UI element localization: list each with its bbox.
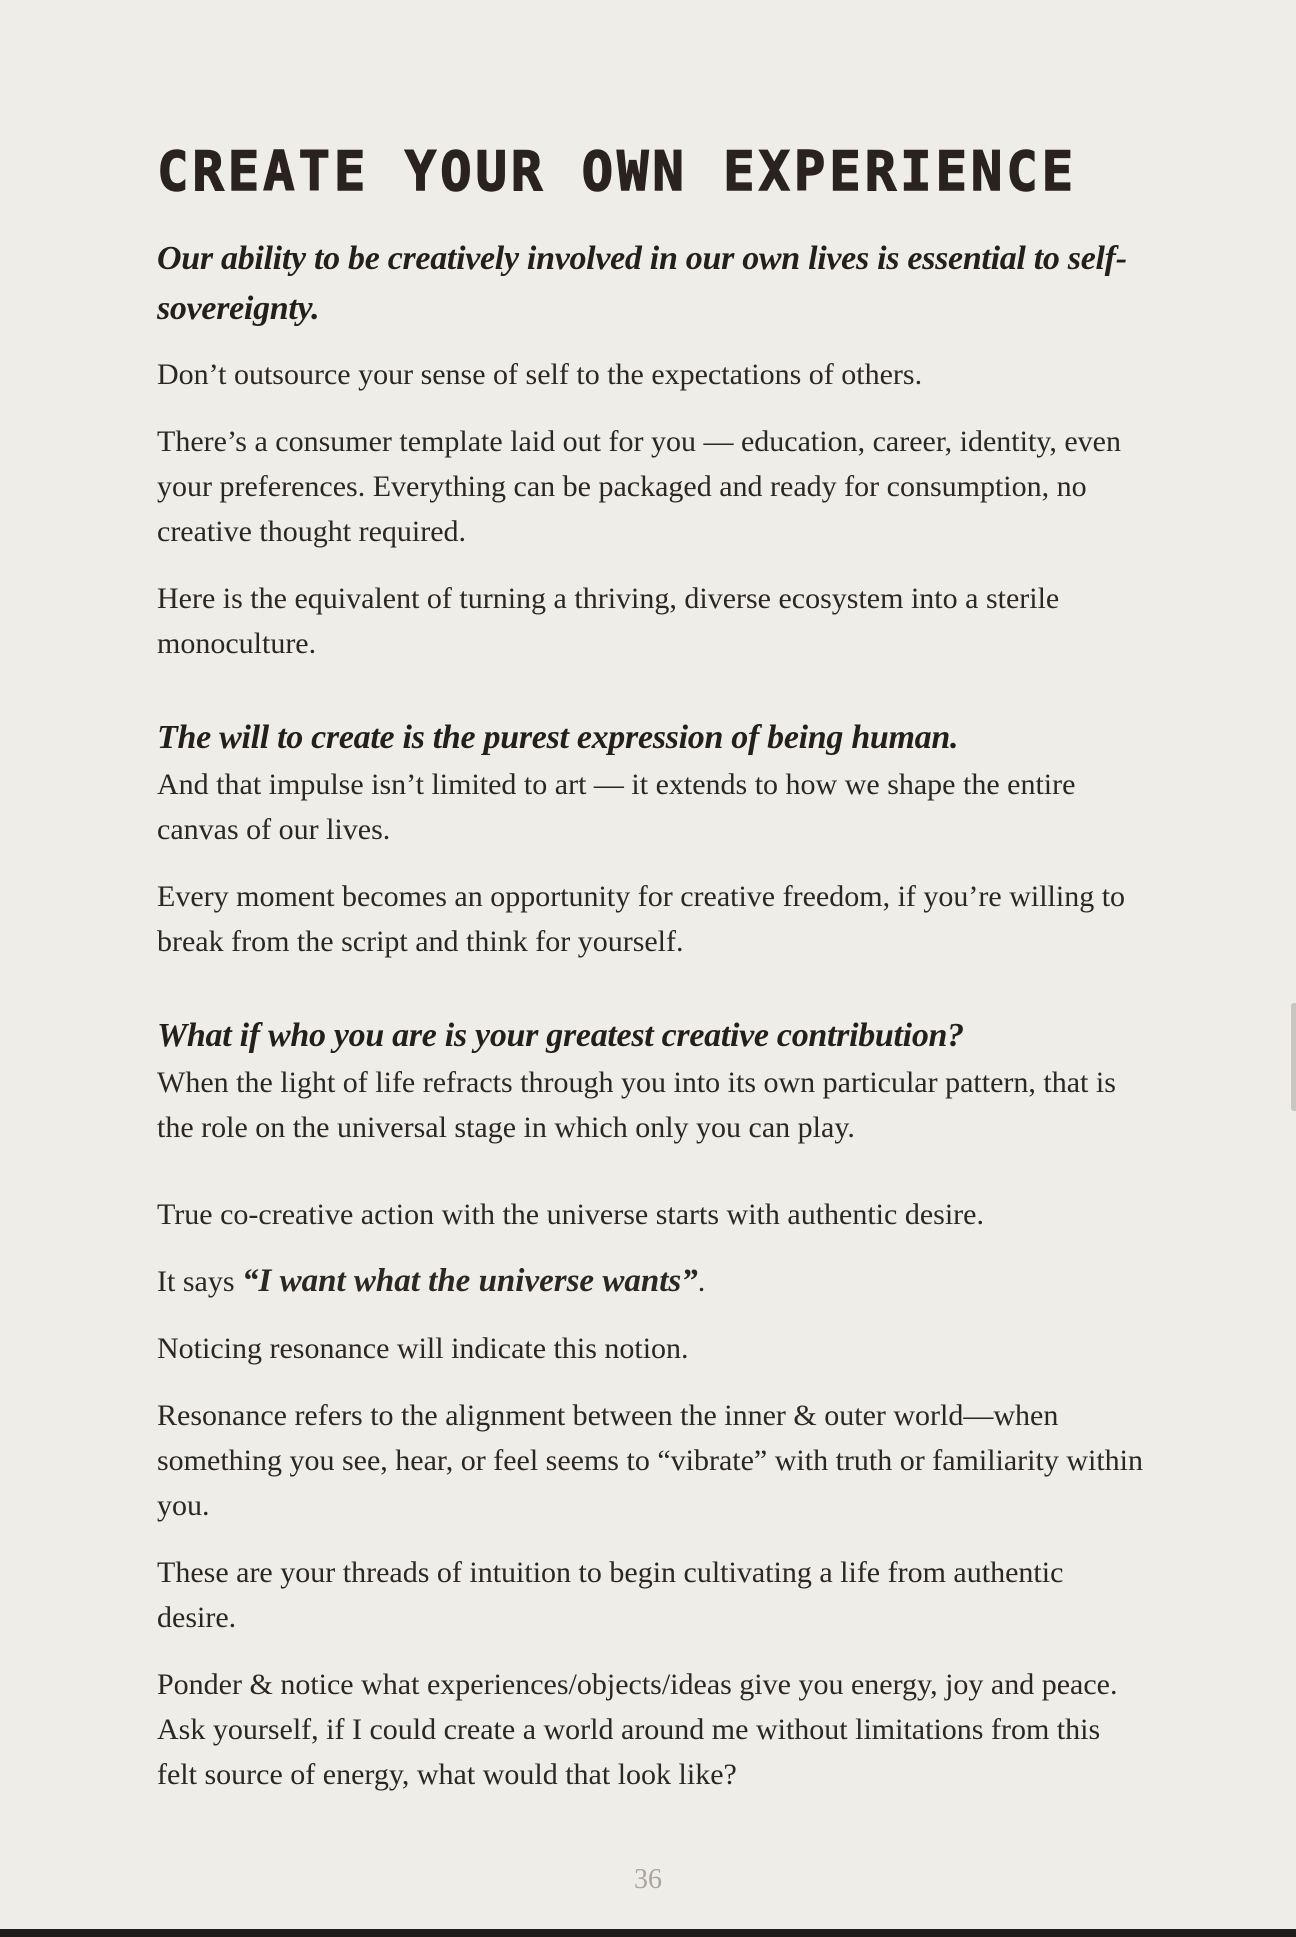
paragraph: These are your threads of intuition to begin cultivating a life from authentic desire.	[157, 1556, 1064, 1634]
page-title-text: CREATE YOUR OWN EXPERIENCE	[157, 140, 1077, 203]
says-suffix: .	[697, 1265, 706, 1298]
paragraph: And that impulse isn’t limited to art — it extends to how we shape the entire canvas of our lives.	[157, 768, 1076, 846]
lead-statement: Our ability to be creatively involved in our own lives is essential to self-sovereignty.	[157, 240, 1127, 327]
paragraph: Noticing resonance will indicate this notion.	[157, 1332, 689, 1365]
page-content	[157, 128, 1147, 1819]
section-heading: The will to create is the purest expression of being human.	[157, 719, 959, 756]
paragraph: There’s a consumer template laid out for you — education, career, identity, even your preferences. Everything can be packaged and ready for consumption, no creative thought required.	[157, 425, 1121, 548]
paragraph: Ponder & notice what experiences/objects/ideas give you energy, joy and peace. Ask yourself, if I could create a world around me without limitations from this felt source of energy, what would that look like?	[157, 1668, 1118, 1791]
says-paragraph	[157, 1259, 1147, 1304]
says-quote: “I want what the universe wants”	[242, 1263, 698, 1299]
paragraph: Here is the equivalent of turning a thriving, diverse ecosystem into a sterile monoculture.	[157, 582, 1060, 660]
section-heading: What if who you are is your greatest creative contribution?	[157, 1017, 964, 1054]
paragraph: Resonance refers to the alignment between the inner & outer world—when something you see, hear, or feel seems to “vibrate” with truth or familiarity within you.	[157, 1399, 1144, 1522]
paragraph: When the light of life refracts through you into its own particular pattern, that is the role on the universal stage in which only you can play.	[157, 1066, 1116, 1144]
scroll-indicator[interactable]	[1291, 1003, 1296, 1111]
paragraph: Every moment becomes an opportunity for creative freedom, if you’re willing to break from the script and think for yourself.	[157, 880, 1126, 958]
paragraph: True co-creative action with the universe starts with authentic desire.	[157, 1198, 984, 1231]
handwritten-title-art	[157, 128, 1097, 208]
page-number: 36	[634, 1864, 662, 1895]
bottom-edge-bar	[0, 1929, 1296, 1937]
page-title	[157, 128, 1147, 208]
paragraph: Don’t outsource your sense of self to the expectations of others.	[157, 358, 923, 391]
says-prefix: It says	[157, 1265, 242, 1298]
